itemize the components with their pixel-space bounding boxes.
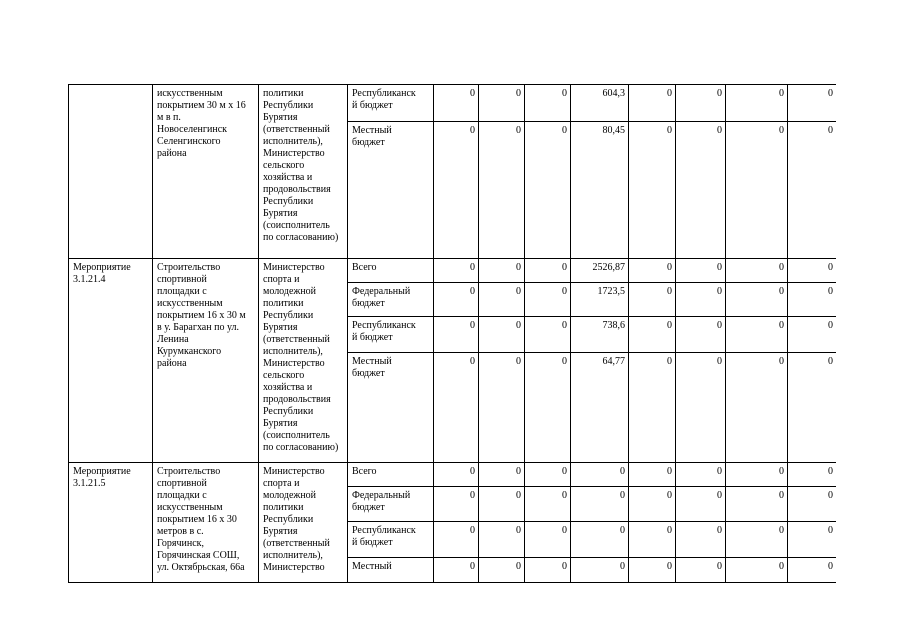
- event-cell: [69, 259, 153, 463]
- amount-cell: 1723,5: [571, 283, 629, 317]
- amount-cell: 2526,87: [571, 259, 629, 283]
- amount-cell: 0: [479, 122, 525, 259]
- funding-source-label: Республиканск й бюджет: [352, 88, 416, 111]
- event-name-cell: [153, 463, 259, 583]
- amount-cell: 0: [726, 85, 788, 122]
- event-name-cell: [153, 85, 259, 259]
- amount-cell: 738,6: [571, 317, 629, 353]
- amount-cell: 0: [479, 522, 525, 558]
- event-text: Мероприятие 3.1.21.4: [73, 262, 131, 285]
- amount-cell: 0: [479, 85, 525, 122]
- amount-cell: 0: [525, 353, 571, 463]
- amount-cell: 0: [726, 317, 788, 353]
- event-cell: [69, 85, 153, 259]
- amount-cell: 0: [788, 353, 837, 463]
- amount-cell: 64,77: [571, 353, 629, 463]
- amount-cell: 0: [525, 463, 571, 487]
- amount-cell: 0: [479, 353, 525, 463]
- event-name-text: Строительство спортивной площадки с искусственным покрытием 16 х 30 м в у. Барагхан по ул. Ленина Курумканского района: [157, 262, 246, 369]
- amount-cell: 0: [434, 487, 479, 522]
- amount-cell: 0: [629, 522, 676, 558]
- amount-cell: 0: [525, 558, 571, 583]
- amount-cell: 0: [571, 487, 629, 522]
- funding-source-label: Республиканск й бюджет: [352, 525, 416, 548]
- budget-table: [68, 84, 836, 583]
- amount-cell: 0: [726, 558, 788, 583]
- amount-cell: 0: [788, 283, 837, 317]
- amount-cell: 0: [726, 487, 788, 522]
- funding-source-cell: [348, 283, 434, 317]
- amount-cell: 0: [726, 353, 788, 463]
- amount-cell: 0: [788, 85, 837, 122]
- amount-cell: 0: [676, 558, 726, 583]
- amount-cell: 0: [676, 283, 726, 317]
- amount-cell: 0: [571, 522, 629, 558]
- document-page: [68, 84, 836, 589]
- funding-source-cell: [348, 463, 434, 487]
- funding-source-cell: [348, 259, 434, 283]
- amount-cell: 0: [629, 85, 676, 122]
- amount-cell: 0: [676, 353, 726, 463]
- funding-source-cell: [348, 487, 434, 522]
- executor-text: Министерство спорта и молодежной политики Республики Бурятия (ответственный исполнитель), Министерство: [263, 466, 330, 573]
- amount-cell: 0: [726, 259, 788, 283]
- amount-cell: 0: [676, 122, 726, 259]
- funding-source-label: Федеральный бюджет: [352, 490, 411, 513]
- amount-cell: 0: [676, 317, 726, 353]
- amount-cell: 0: [434, 463, 479, 487]
- amount-cell: 0: [788, 522, 837, 558]
- event-text: Мероприятие 3.1.21.5: [73, 466, 131, 489]
- amount-cell: 0: [726, 122, 788, 259]
- amount-cell: 0: [629, 122, 676, 259]
- funding-source-cell: [348, 317, 434, 353]
- event-name-cell: [153, 259, 259, 463]
- amount-cell: 0: [434, 283, 479, 317]
- table-row: [69, 463, 837, 487]
- amount-cell: 0: [479, 283, 525, 317]
- amount-cell: 0: [788, 122, 837, 259]
- amount-cell: 0: [434, 259, 479, 283]
- event-cell: [69, 463, 153, 583]
- funding-source-label: Местный: [352, 561, 392, 572]
- executor-text: Министерство спорта и молодежной политики Республики Бурятия (ответственный исполнитель), Министерство сельского хозяйства и продовольствия Республики Бурятия (соисполнитель по согласованию): [263, 262, 339, 453]
- amount-cell: 0: [525, 85, 571, 122]
- funding-source-label: Федеральный бюджет: [352, 286, 411, 309]
- executor-cell: [259, 259, 348, 463]
- amount-cell: 0: [434, 85, 479, 122]
- amount-cell: 0: [525, 522, 571, 558]
- amount-cell: 0: [726, 463, 788, 487]
- amount-cell: 0: [629, 558, 676, 583]
- amount-cell: 0: [434, 353, 479, 463]
- funding-source-label: Местный бюджет: [352, 125, 392, 148]
- amount-cell: 0: [525, 317, 571, 353]
- event-name-text: искусственным покрытием 30 м х 16 м в п. Новоселенгинск Селенгинского района: [157, 88, 246, 159]
- funding-source-cell: [348, 353, 434, 463]
- amount-cell: 0: [525, 122, 571, 259]
- amount-cell: 0: [726, 283, 788, 317]
- amount-cell: 0: [788, 259, 837, 283]
- funding-source-label: Республиканск й бюджет: [352, 320, 416, 343]
- funding-source-label: Местный бюджет: [352, 356, 392, 379]
- amount-cell: 0: [629, 283, 676, 317]
- amount-cell: 0: [676, 522, 726, 558]
- amount-cell: 0: [479, 317, 525, 353]
- amount-cell: 0: [788, 487, 837, 522]
- amount-cell: 0: [571, 463, 629, 487]
- executor-cell: [259, 85, 348, 259]
- event-name-text: Строительство спортивной площадки с искусственным покрытием 16 х 30 метров в с. Горячинск, Горячинская СОШ, ул. Октябрьская, 66а: [157, 466, 245, 573]
- amount-cell: 0: [676, 463, 726, 487]
- amount-cell: 0: [525, 259, 571, 283]
- amount-cell: 0: [479, 259, 525, 283]
- amount-cell: 80,45: [571, 122, 629, 259]
- amount-cell: 0: [629, 259, 676, 283]
- funding-source-cell: [348, 558, 434, 583]
- table-row: [69, 259, 837, 283]
- amount-cell: 0: [479, 558, 525, 583]
- amount-cell: 0: [479, 463, 525, 487]
- amount-cell: 0: [629, 487, 676, 522]
- executor-text: политики Республики Бурятия (ответственный исполнитель), Министерство сельского хозяйства и продовольствия Республики Бурятия (соисполнитель по согласованию): [263, 88, 339, 243]
- amount-cell: 0: [676, 85, 726, 122]
- amount-cell: 0: [788, 463, 837, 487]
- amount-cell: 0: [525, 487, 571, 522]
- amount-cell: 0: [629, 317, 676, 353]
- amount-cell: 0: [629, 463, 676, 487]
- amount-cell: 0: [479, 487, 525, 522]
- amount-cell: 0: [788, 317, 837, 353]
- amount-cell: 0: [434, 122, 479, 259]
- table-row: [69, 85, 837, 122]
- funding-source-label: Всего: [352, 262, 377, 273]
- amount-cell: 0: [434, 558, 479, 583]
- amount-cell: 0: [676, 487, 726, 522]
- funding-source-cell: [348, 522, 434, 558]
- funding-source-label: Всего: [352, 466, 377, 477]
- funding-source-cell: [348, 122, 434, 259]
- amount-cell: 0: [434, 522, 479, 558]
- executor-cell: [259, 463, 348, 583]
- amount-cell: 0: [525, 283, 571, 317]
- amount-cell: 0: [571, 558, 629, 583]
- amount-cell: 0: [676, 259, 726, 283]
- amount-cell: 604,3: [571, 85, 629, 122]
- amount-cell: 0: [629, 353, 676, 463]
- amount-cell: 0: [788, 558, 837, 583]
- amount-cell: 0: [726, 522, 788, 558]
- amount-cell: 0: [434, 317, 479, 353]
- funding-source-cell: [348, 85, 434, 122]
